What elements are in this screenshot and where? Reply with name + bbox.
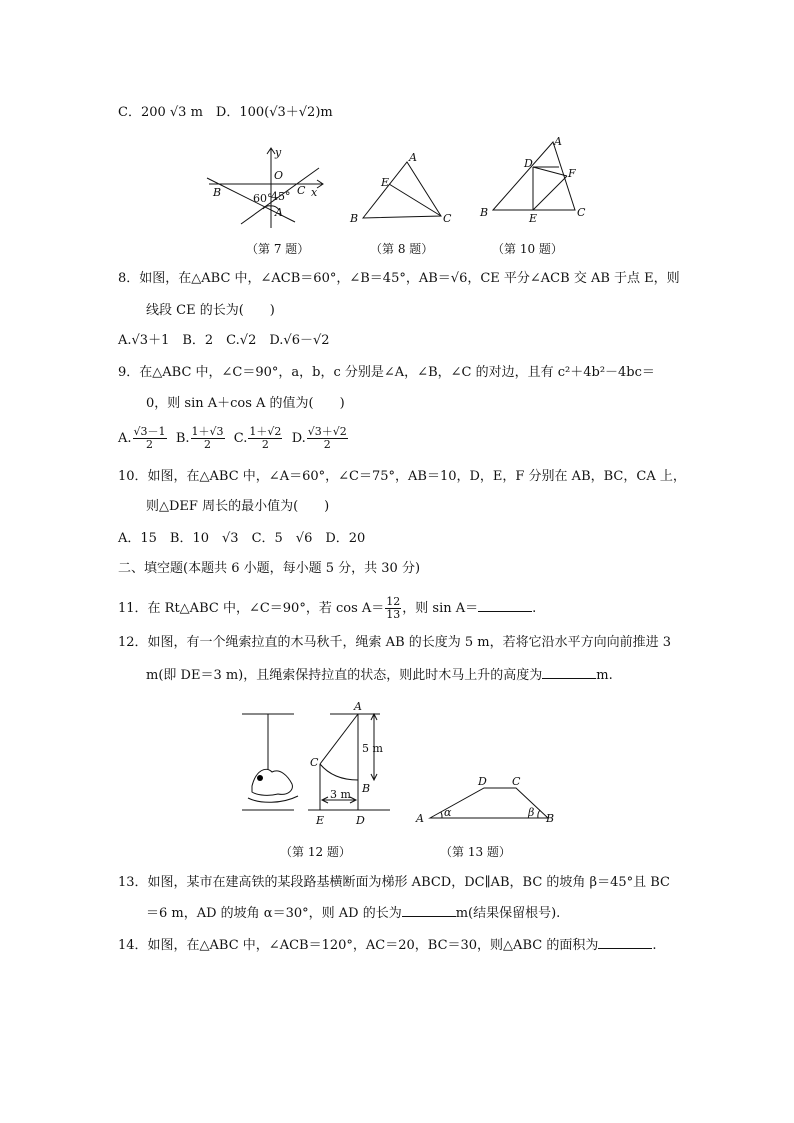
q9-opt-b-frac [191, 426, 225, 451]
q11-frac-den: 13 [386, 608, 401, 621]
fig10-label-b: B [480, 206, 489, 219]
figure-8 [345, 148, 455, 230]
q9-opt-d-label: D. [291, 431, 306, 446]
fig7-label-x: x [311, 186, 318, 199]
fig13-label-c: C [512, 775, 521, 788]
q12-line2: m(即 DE＝3 m)，且绳索保持拉直的状态，则此时木马上升的高度为 [146, 668, 543, 683]
fig12-label-b: B [362, 782, 371, 795]
fig13-label-alpha: α [444, 806, 452, 819]
q14-end: . [652, 938, 657, 953]
q12-line1: 12．如图，有一个绳索拉直的木马秋千，绳索 AB 的长度为 5 m，若将它沿水平方向向前推进 3 [118, 635, 672, 650]
fig12-label-d: D [356, 814, 365, 827]
caption-fig13: （第 13 题） [440, 845, 511, 859]
q9-opt-a-den: 2 [146, 438, 154, 451]
fig7-label-c: C [297, 184, 306, 197]
q11-before: 11．在 Rt△ABC 中，∠C＝90°，若 cos A＝ [118, 601, 385, 616]
q13-line2-wrap [146, 904, 560, 923]
figure-7 [205, 146, 330, 230]
fig10-label-f: F [568, 167, 576, 180]
q13-line1: 13．如图，某市在建高铁的某段路基横断面为梯形 ABCD，DC∥AB，BC 的坡角 β＝45°且 BC [118, 875, 670, 890]
q10-line2: 则△DEF 周长的最小值为( ) [146, 499, 330, 514]
fig13-label-b: B [546, 812, 555, 825]
fig12-label-a: A [354, 700, 362, 713]
q14-answer-blank [598, 936, 652, 949]
fig7-label-a: A [275, 206, 283, 219]
q11 [118, 596, 536, 622]
section2-heading: 二、填空题(本题共 6 小题，每小题 5 分，共 30 分) [118, 561, 421, 576]
q9-opt-c-num: 1＋√2 [249, 425, 282, 438]
fig10-label-e: E [529, 212, 538, 225]
q11-answer-blank [478, 599, 532, 612]
fig8-label-a: A [409, 151, 417, 164]
q8-line1: 8．如图，在△ABC 中，∠ACB＝60°，∠B＝45°，AB＝√6，CE 平分∠ACB 交 AB 于点 E，则 [118, 271, 680, 286]
q11-end: . [532, 601, 537, 616]
q9-opt-d-den: 2 [323, 438, 331, 451]
q9-options [118, 422, 349, 456]
q12-line2-wrap [146, 666, 613, 685]
fig8-label-c: C [443, 212, 452, 225]
q12-answer-blank [542, 666, 596, 679]
fig8-label-b: B [350, 212, 359, 225]
figure-13 [412, 770, 562, 828]
fig8-label-e: E [381, 176, 390, 189]
q9-opt-c-label: C. [233, 431, 248, 446]
q10-line1: 10．如图，在△ABC 中，∠A＝60°，∠C＝75°，AB＝10，D，E，F 分别在 AB，BC，CA 上， [118, 469, 686, 484]
q9-opt-a-label: A. [118, 431, 132, 446]
fig13-label-d: D [478, 775, 487, 788]
fig12-label-5m: 5 m [362, 742, 383, 755]
fig13-label-beta: β [528, 806, 535, 819]
q9-line1: 9．在△ABC 中，∠C＝90°，a，b，c 分别是∠A，∠B，∠C 的对边，且有 c²＋4b²－4bc＝ [118, 365, 655, 380]
q6-options: C．200 √3 m D．100(√3＋√2)m [118, 105, 333, 120]
q9-opt-b-den: 2 [204, 438, 211, 451]
caption-fig10: （第 10 题） [492, 242, 563, 256]
q9-opt-b-num: 1＋√3 [191, 425, 224, 438]
q8-line2: 线段 CE 的长为( ) [146, 303, 275, 318]
fig7-label-45: 45° [271, 190, 291, 203]
q9-opt-c-frac [248, 426, 282, 451]
q9-opt-d-frac [307, 426, 348, 451]
q12-end: m. [596, 668, 613, 683]
fig12-label-e: E [316, 814, 325, 827]
q9-opt-a-num: √3－1 [133, 425, 166, 438]
q13-answer-blank [402, 904, 456, 917]
q9-opt-a-frac [133, 426, 167, 451]
fig12-label-3m: 3 m [330, 788, 351, 801]
q8-options: A.√3＋1 B．2 C.√2 D.√6－√2 [118, 333, 330, 348]
q10-options: A．15 B．10 √3 C．5 √6 D．20 [118, 531, 366, 546]
caption-fig12: （第 12 题） [280, 845, 351, 859]
fig7-label-o: O [274, 169, 284, 182]
q9-line2: 0，则 sin A＋cos A 的值为( ) [146, 396, 345, 411]
q11-after: ，则 sin A＝ [402, 601, 479, 616]
figure-10 [475, 134, 595, 226]
q13-line2: ＝6 m，AD 的坡角 α＝30°，则 AD 的长为 [146, 906, 402, 921]
q13-end: m(结果保留根号). [455, 906, 561, 921]
q14-line1: 14．如图，在△ABC 中，∠ACB＝120°，AC＝20，BC＝30，则△ABC 的面积为 [118, 938, 599, 953]
q11-frac [385, 596, 401, 621]
fig12-label-c: C [310, 756, 319, 769]
q11-frac-num: 12 [386, 595, 401, 608]
fig7-label-b: B [213, 186, 222, 199]
q14-wrap [118, 936, 656, 955]
caption-fig7: （第 7 题） [246, 242, 310, 256]
fig10-label-c: C [577, 206, 586, 219]
fig7-label-y: y [275, 146, 282, 159]
caption-fig8: （第 8 题） [370, 242, 434, 256]
figure-12 [236, 700, 396, 830]
fig10-label-d: D [524, 157, 533, 170]
q9-opt-b-label: B. [175, 431, 190, 446]
q9-opt-c-den: 2 [261, 438, 269, 451]
q9-opt-d-num: √3＋√2 [307, 425, 347, 438]
fig13-label-a: A [416, 812, 424, 825]
fig10-label-a: A [554, 135, 562, 148]
fig7-label-60: 60° [253, 192, 273, 205]
